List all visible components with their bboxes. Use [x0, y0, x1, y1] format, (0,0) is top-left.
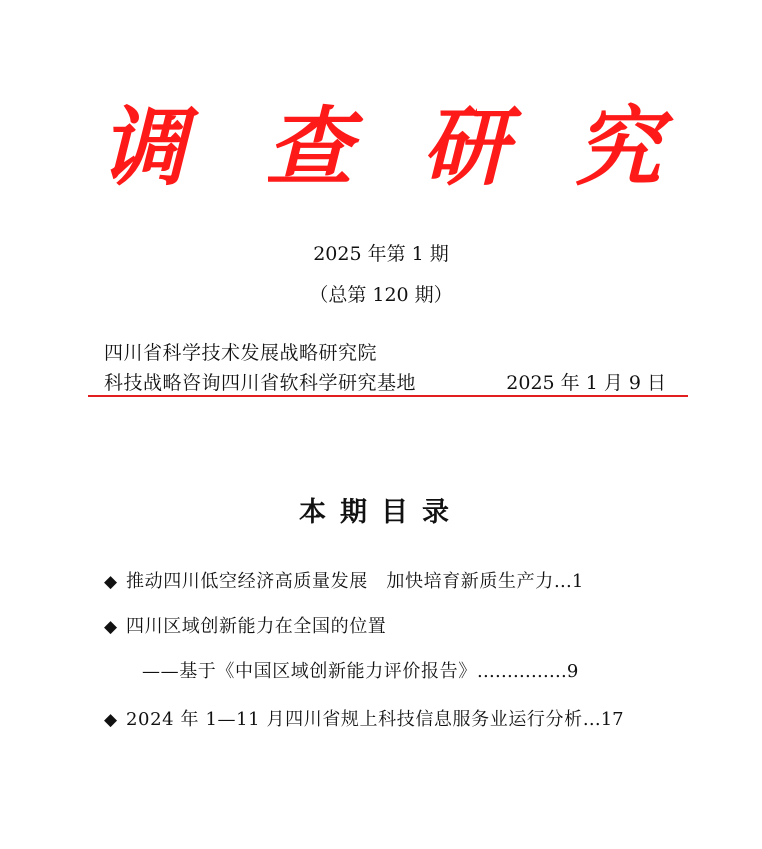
toc-leader-dots: …: [582, 709, 601, 730]
toc-entry[interactable]: [104, 614, 664, 640]
issue-number: 2025 年第 1 期: [313, 243, 449, 265]
toc-entry[interactable]: [104, 569, 664, 595]
diamond-bullet-icon: ◆: [104, 617, 118, 637]
publisher-name: 四川省科学技术发展战略研究院: [104, 342, 378, 364]
diamond-bullet-icon: ◆: [104, 572, 118, 592]
toc-entry-title: 推动四川低空经济高质量发展 加快培育新质生产力: [126, 571, 554, 592]
toc-page-number: 17: [600, 709, 624, 730]
toc-entry-title: 2024 年 1—11 月四川省规上科技信息服务业运行分析: [126, 709, 583, 730]
toc-leader-dots: ……………: [476, 661, 567, 682]
masthead-char: 究: [575, 98, 661, 198]
masthead-title: [100, 100, 660, 196]
masthead-char: 研: [422, 98, 508, 198]
header-divider: [88, 395, 688, 397]
publish-date: 2025 年 1 月 9 日: [506, 372, 666, 394]
toc-leader-dots: …: [553, 571, 572, 592]
diamond-bullet-icon: ◆: [104, 710, 118, 730]
masthead-char: 查: [266, 98, 352, 198]
toc-entry-subtitle-text: ——基于《中国区域创新能力评价报告》: [142, 661, 477, 682]
issue-total-number: （总第 120 期）: [309, 284, 453, 306]
toc-entry[interactable]: [104, 707, 664, 733]
toc-page-number: 1: [571, 571, 584, 592]
publisher-subtitle: 科技战略咨询四川省软科学研究基地: [104, 372, 417, 394]
toc-page-number: 9: [566, 661, 579, 682]
toc-entry-subtitle[interactable]: [142, 659, 664, 685]
toc-entry-title: 四川区域创新能力在全国的位置: [126, 616, 387, 637]
toc-heading: 本期目录: [299, 497, 463, 528]
masthead-char: 调: [100, 98, 186, 198]
